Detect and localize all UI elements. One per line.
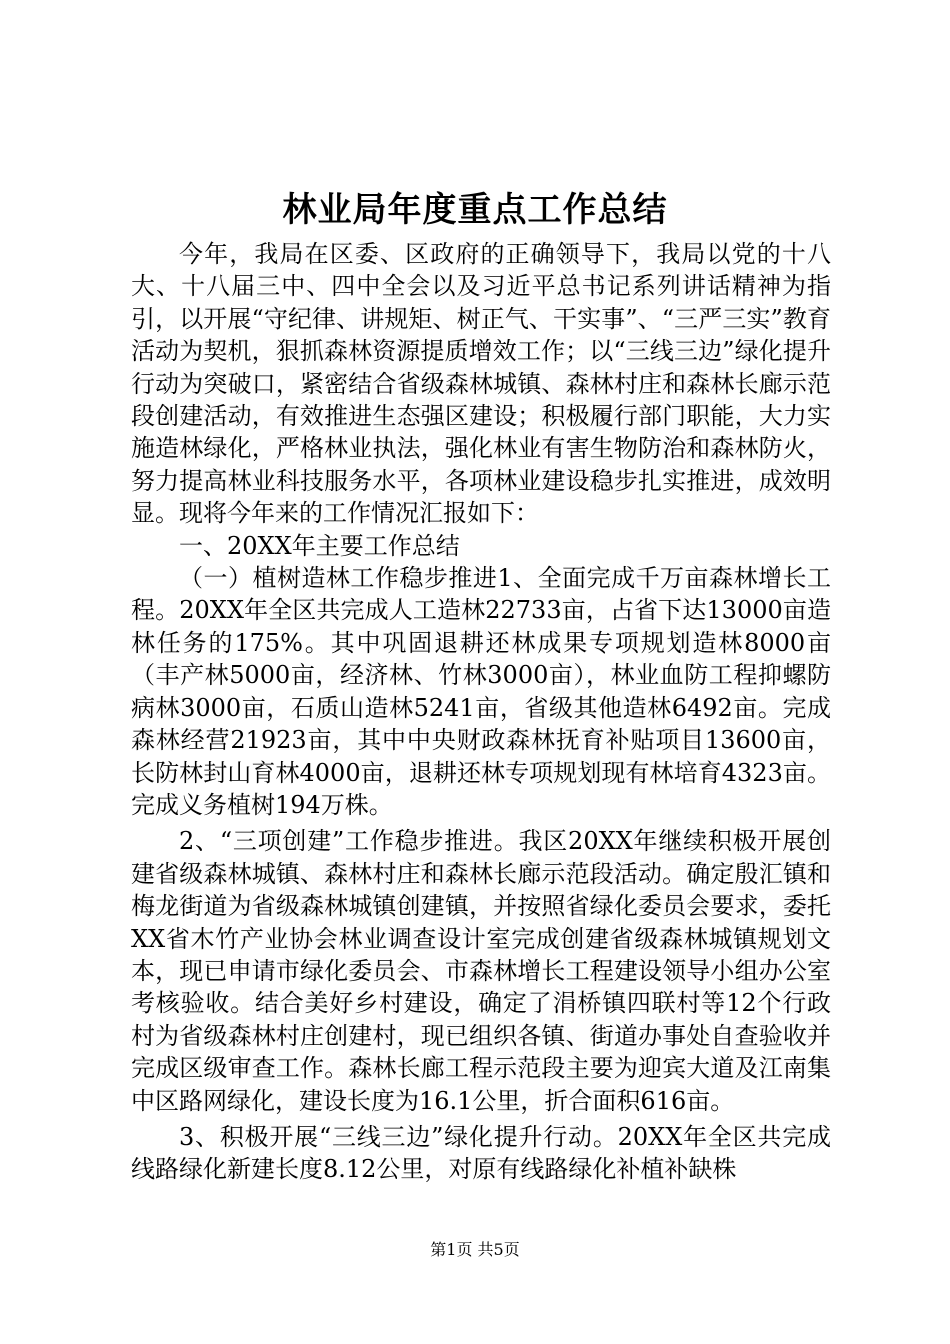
paragraph-intro: 今年，我局在区委、区政府的正确领导下，我局以党的十八大、十八届三中、四中全会以及习近平总书记系列讲话精神为指引，以开展“守纪律、讲规矩、树正气、干实事”、“三严三实”教育活动为契机，狠抓森林资源提质增效工作；以“三线三边”绿化提升行动为突破口，紧密结合省级森林城镇、森林村庄和森林长廊示范段创建活动，有效推进生态强区建设；积极履行部门职能，大力实施造林绿化，严格林业执法，强化林业有害生物防治和森林防火，努力提高林业科技服务水平，各项林业建设稳步扎实推进，成效明显。现将今年来的工作情况汇报如下： (131, 240, 831, 528)
paragraph-afforestation: （一）植树造林工作稳步推进1、全面完成千万亩森林增长工程。20XX年全区共完成人工造林22733亩，占省下达13000亩造林任务的175%。其中巩固退耕还林成果专项规划造林8000亩（丰产林5000亩，经济林、竹林3000亩），林业血防工程抑螺防病林3000亩，石质山造林5241亩，省级其他造林6492亩。完成森林经营21923亩，其中中央财政森林抚育补贴项目13600亩，长防林封山育林4000亩，退耕还林专项规划现有林培育4323亩。完成义务植树194万株。 (131, 564, 831, 819)
paragraph-greening-action: 3、积极开展“三线三边”绿化提升行动。20XX年全区共完成线路绿化新建长度8.12公里，对原有线路绿化补植补缺株 (131, 1122, 831, 1184)
section-heading: 一、20XX年主要工作总结 (179, 531, 460, 560)
paragraph-three-creations: 2、“三项创建”工作稳步推进。我区20XX年继续积极开展创建省级森林城镇、森林村庄和森林长廊示范段活动。确定殷汇镇和梅龙街道为省级森林城镇创建镇，并按照省绿化委员会要求，委托XX省木竹产业协会林业调查设计室完成创建省级森林城镇规划文本，现已申请市绿化委员会、市森林增长工程建设领导小组办公室考核验收。结合美好乡村建设，确定了涓桥镇四联村等12个行政村为省级森林村庄创建村，现已组织各镇、街道办事处自查验收并完成区级审查工作。森林长廊工程示范段主要为迎宾大道及江南集中区路网绿化，建设长度为16.1公里，折合面积616亩。 (131, 827, 831, 1115)
page-indicator: 第1页 共5页 (430, 1240, 520, 1259)
document-body (131, 238, 831, 1186)
document-title: 林业局年度重点工作总结 (282, 190, 668, 230)
